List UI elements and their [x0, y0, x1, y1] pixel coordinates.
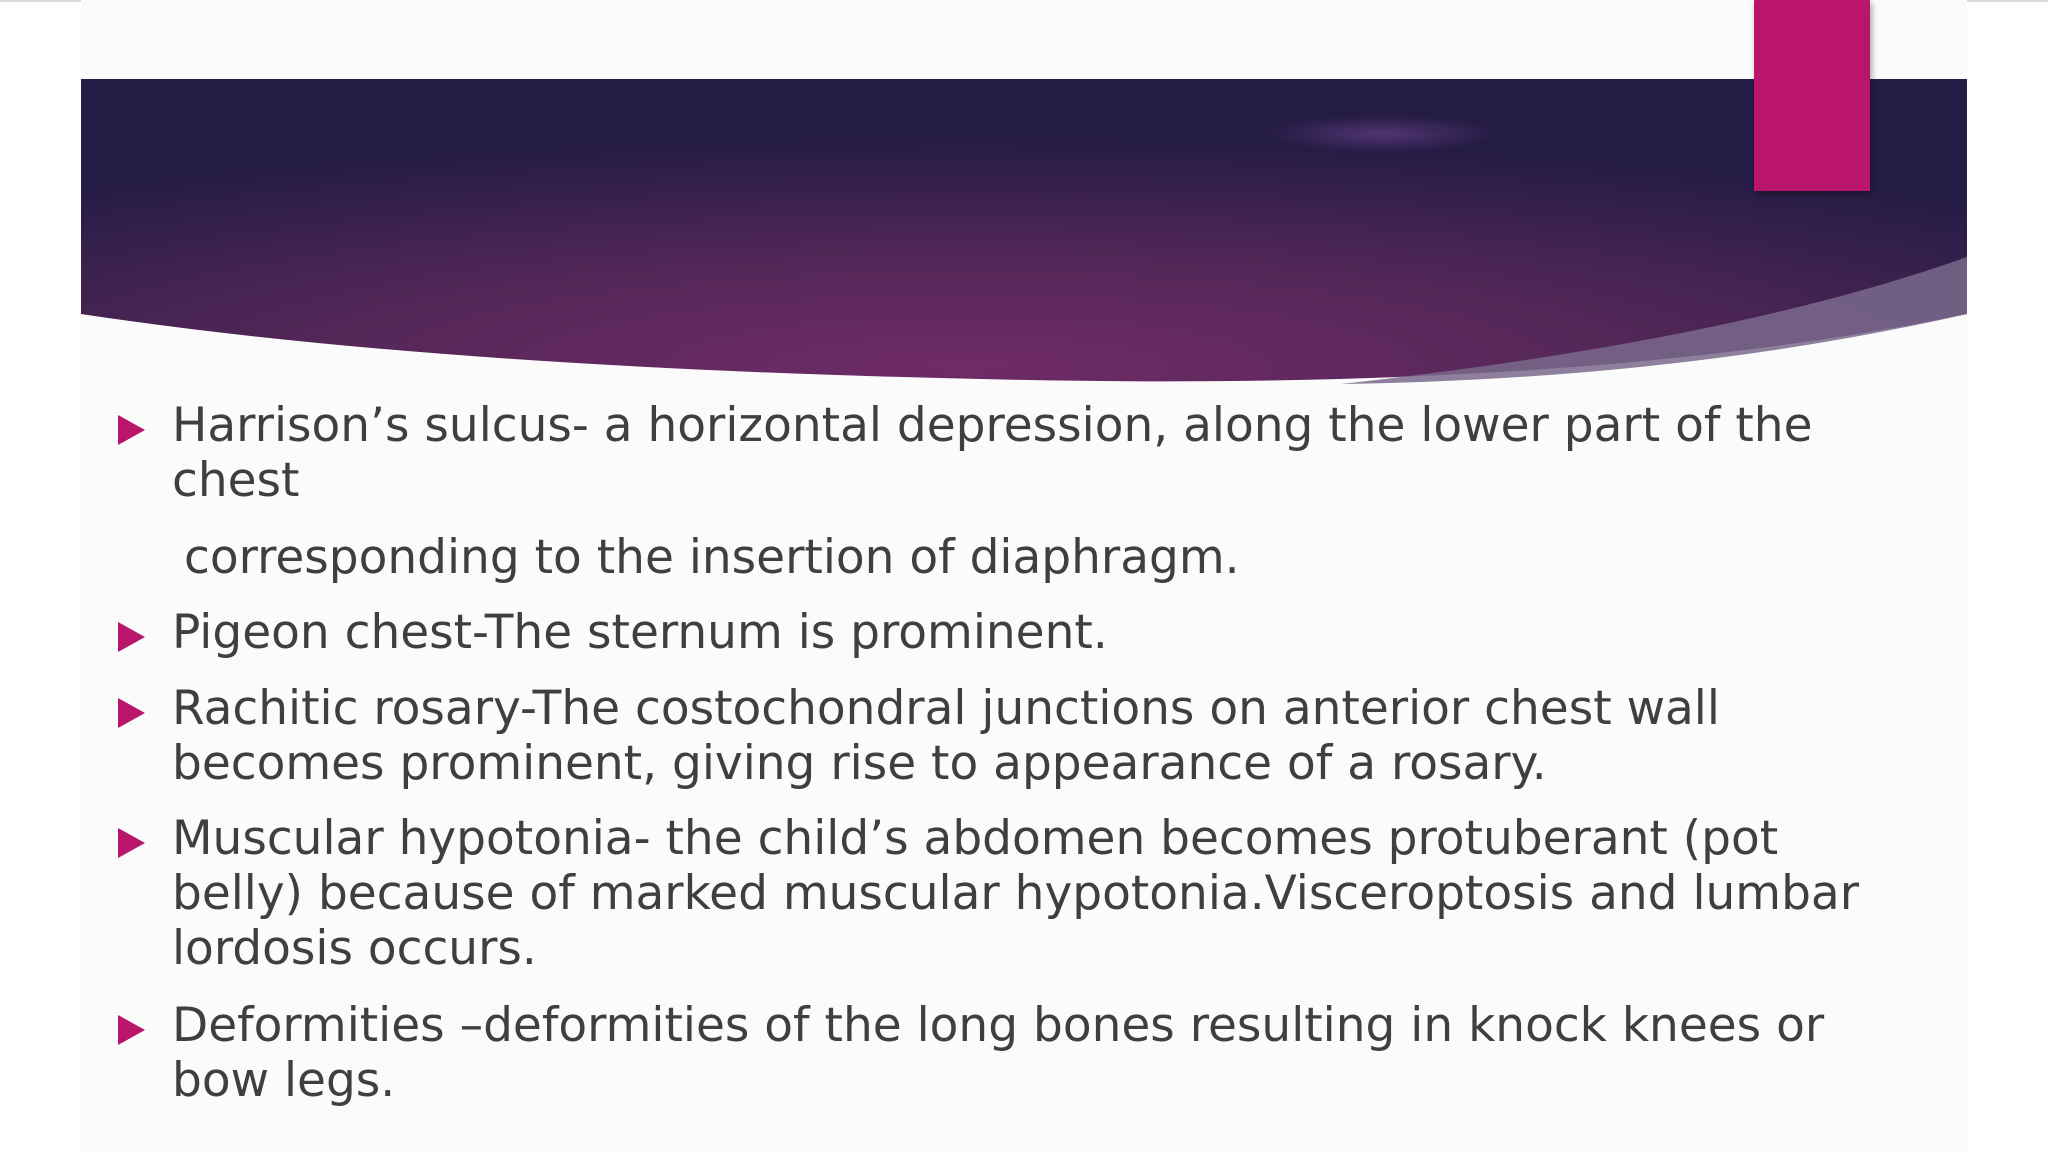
- triangle-bullet-icon: [118, 415, 145, 445]
- accent-tab: [1754, 0, 1870, 191]
- title-banner: [81, 79, 1967, 384]
- bullet-text: Deformities –deformities of the long bones resulting in knock knees or bow legs.: [172, 998, 1825, 1108]
- bullet-text: Rachitic rosary-The costochondral junctions on anterior chest wall becomes prominent, giving rise to appearance of a rosary.: [172, 681, 1720, 791]
- bullet-list: [115, 398, 1915, 1108]
- list-item: [115, 998, 1915, 1108]
- list-item: [115, 398, 1915, 585]
- bullet-text: Muscular hypotonia- the child’s abdomen becomes protuberant (pot belly) because of marked muscular hypotonia.Visceroptosis and lumbar lordosis occurs.: [172, 811, 1860, 976]
- list-item: [115, 681, 1915, 791]
- bullet-text: Pigeon chest-The sternum is prominent.: [172, 605, 1108, 660]
- bullet-text-continuation: corresponding to the insertion of diaphragm.: [184, 530, 1240, 585]
- triangle-bullet-icon: [118, 698, 145, 728]
- list-item: [115, 811, 1915, 976]
- triangle-bullet-icon: [118, 622, 145, 652]
- bullet-text: Harrison’s sulcus- a horizontal depression, along the lower part of the chest: [172, 398, 1813, 508]
- triangle-bullet-icon: [118, 1015, 145, 1045]
- triangle-bullet-icon: [118, 828, 145, 858]
- banner-graphic: [81, 79, 1967, 384]
- list-item: [115, 605, 1915, 660]
